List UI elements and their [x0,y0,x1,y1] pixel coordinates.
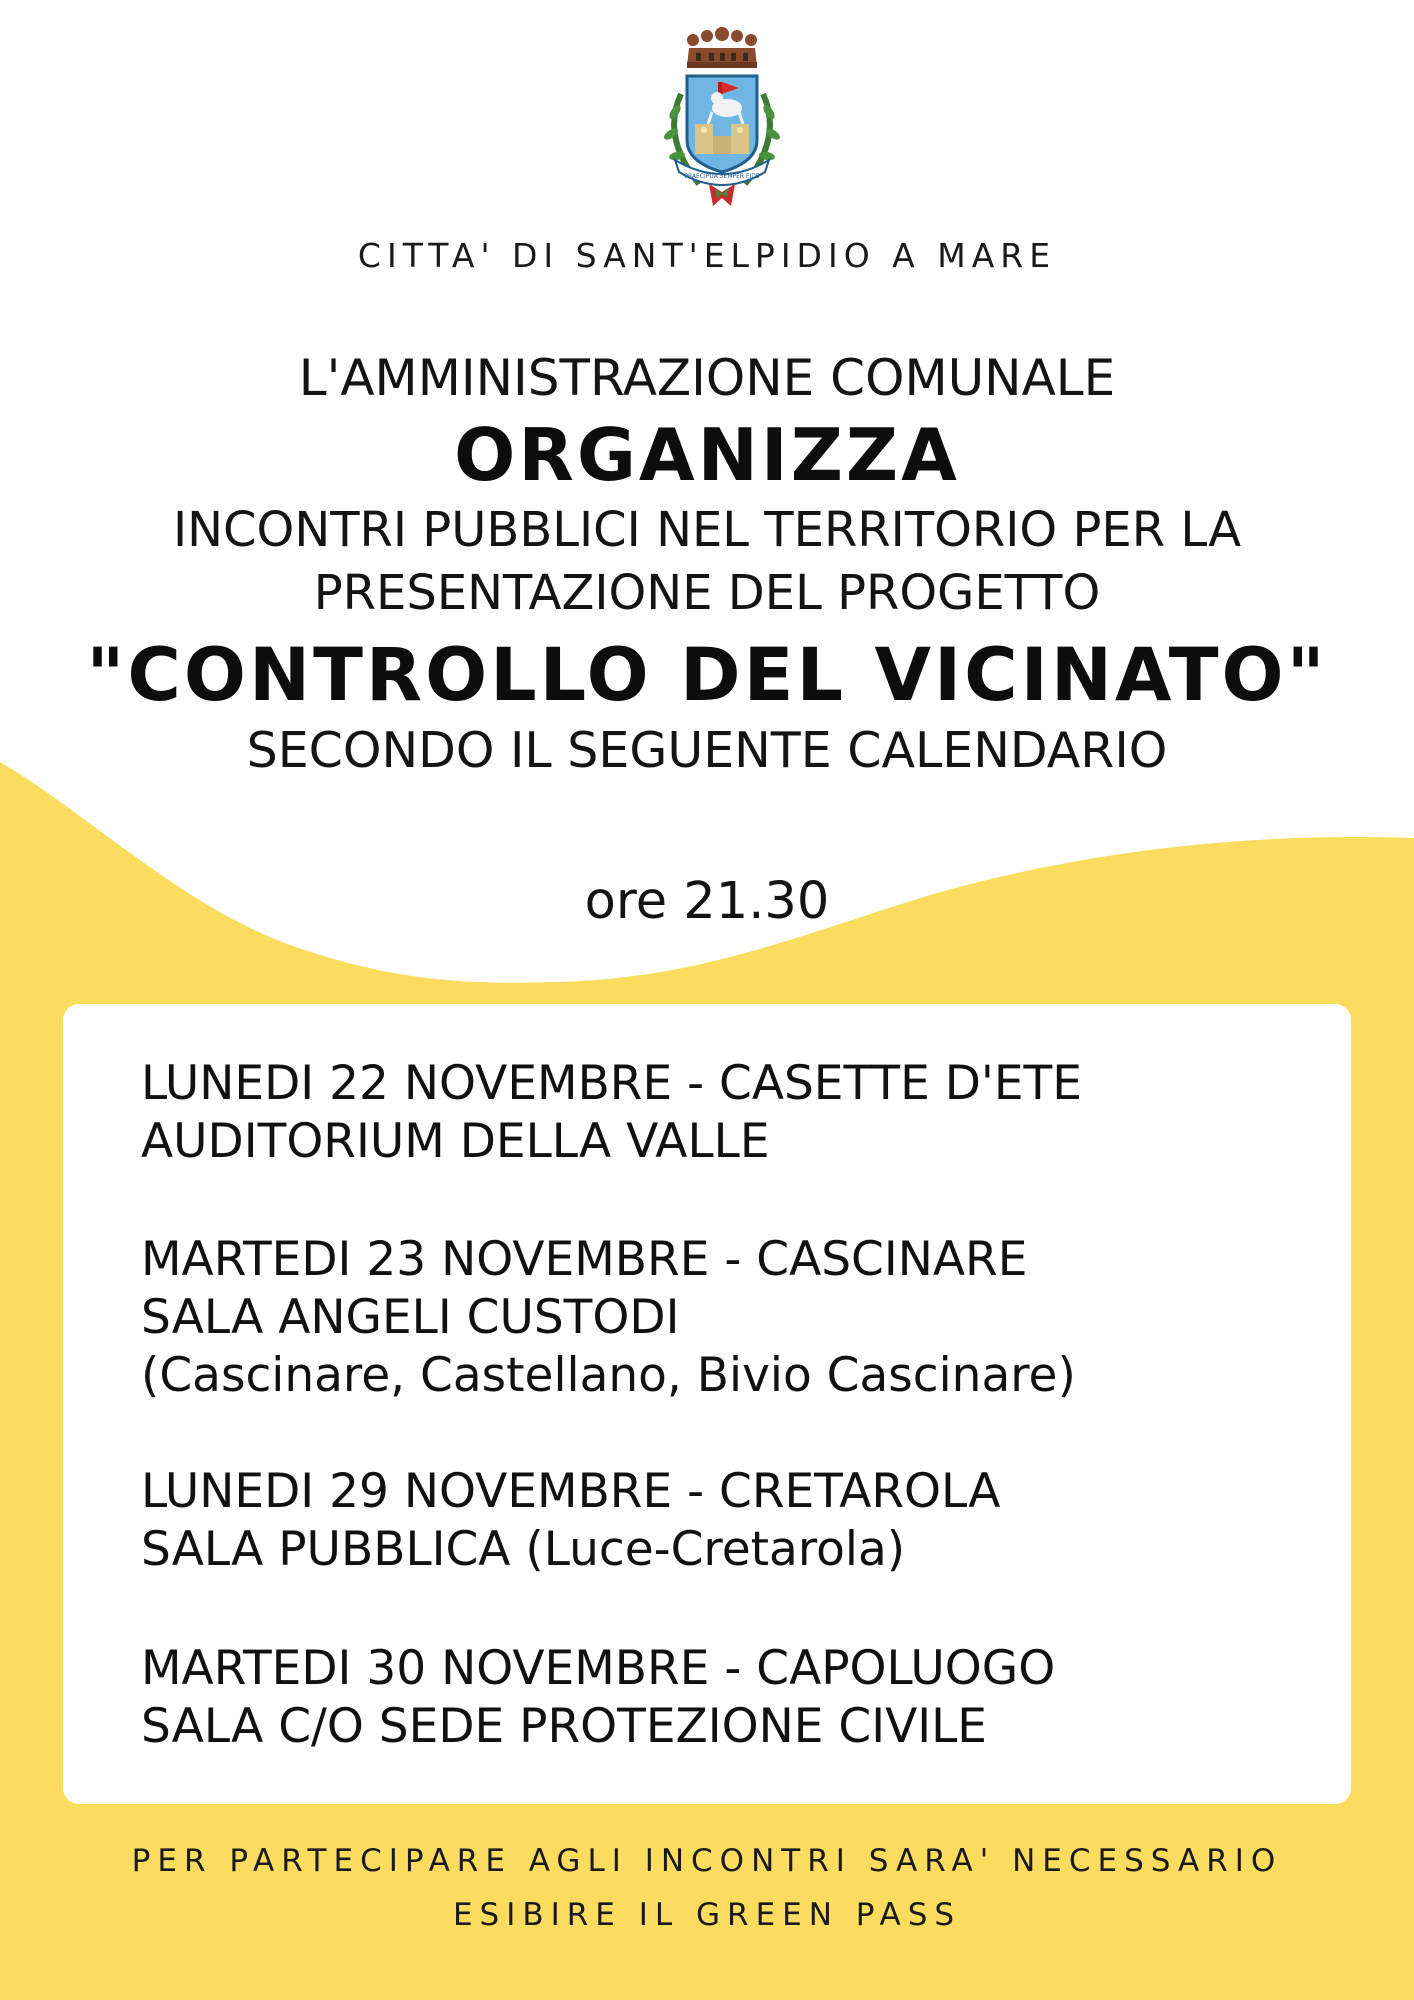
city-name: CITTA' DI SANT'ELPIDIO A MARE [357,236,1057,275]
svg-text:PRAECIPUA SEMPER FIDE: PRAECIPUA SEMPER FIDE [684,173,760,180]
event-venue: SALA C/O SEDE PROTEZIONE CIVILE [141,1699,987,1754]
administration-heading: L'AMMINISTRAZIONE COMUNALE [298,349,1116,407]
project-title: "CONTROLLO DEL VICINATO" [86,633,1328,718]
meeting-time: ore 21.30 [584,872,830,931]
meetings-description-line-2: PRESENTAZIONE DEL PROGETTO [313,565,1101,621]
municipal-coat-of-arms-icon [647,12,797,217]
event-item [141,1640,1321,1756]
event-venue: SALA ANGELI CUSTODI [141,1290,680,1345]
event-title: MARTEDI 30 NOVEMBRE - CAPOLUOGO [141,1641,1056,1696]
event-title: LUNEDI 29 NOVEMBRE - CRETAROLA [141,1464,1001,1519]
event-venue: SALA PUBBLICA (Luce-Cretarola) [141,1522,906,1577]
meetings-description [0,499,1414,625]
organizza-heading: ORGANIZZA [454,413,960,497]
coat-of-arms [647,12,797,217]
green-pass-notice-line-1: PER PARTECIPARE AGLI INCONTRI SARA' NECESSARIO [131,1843,1283,1879]
event-item [141,1463,1321,1579]
event-item [141,1055,1321,1171]
calendar-intro: SECONDO IL SEGUENTE CALENDARIO [246,722,1168,779]
meetings-description-line-1: INCONTRI PUBBLICI NEL TERRITORIO PER LA [172,502,1242,558]
event-item [141,1231,1321,1405]
event-note: (Cascinare, Castellano, Bivio Cascinare) [141,1348,1076,1403]
event-title: LUNEDI 22 NOVEMBRE - CASETTE D'ETE [141,1056,1082,1111]
green-pass-notice [0,1834,1414,1942]
event-title: MARTEDI 23 NOVEMBRE - CASCINARE [141,1232,1028,1287]
schedule-card [63,1004,1351,1804]
green-pass-notice-line-2: ESIBIRE IL GREEN PASS [452,1897,962,1933]
event-venue: AUDITORIUM DELLA VALLE [141,1114,770,1169]
